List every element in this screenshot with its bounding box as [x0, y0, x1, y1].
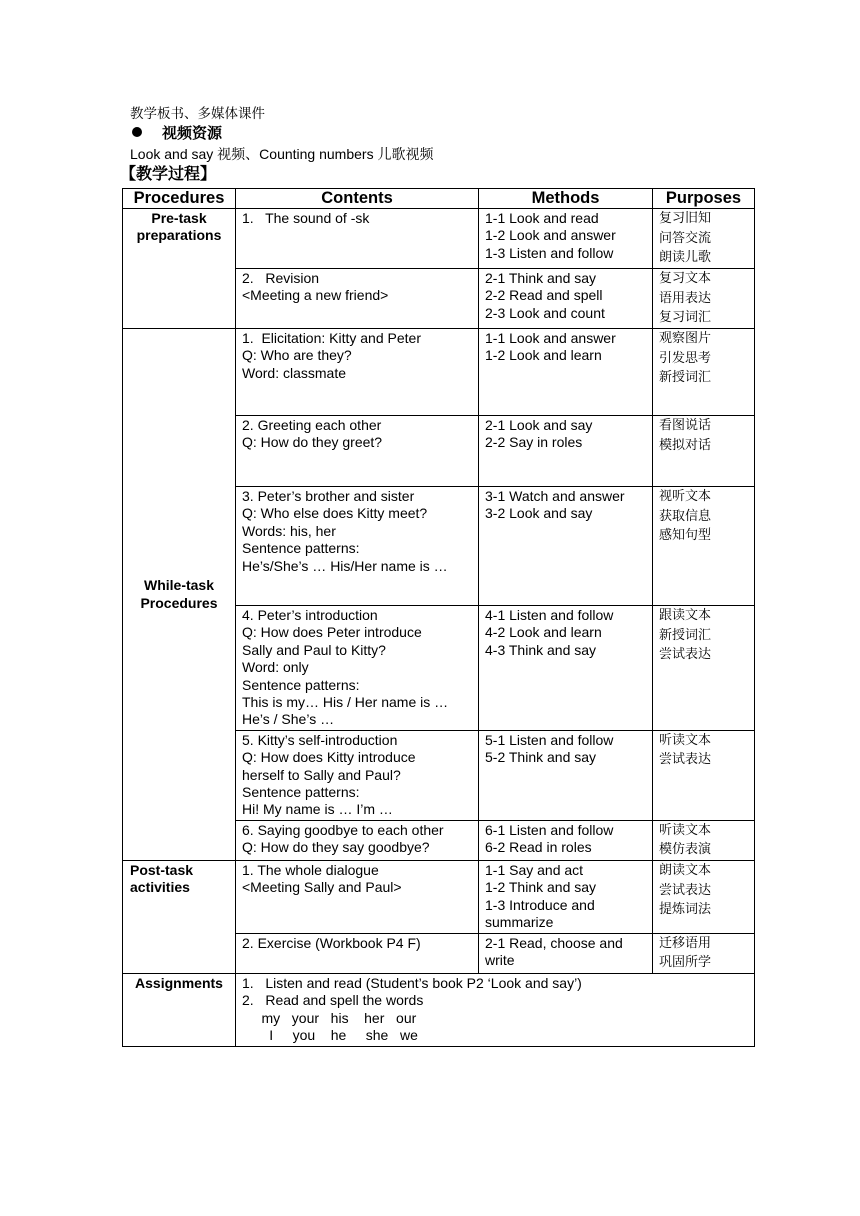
cell-line: 6. Saying goodbye to each other [242, 821, 444, 838]
cell-line: 1-3 Listen and follow [485, 244, 614, 261]
cell-line: 朗读文本 [659, 863, 712, 879]
cell-line: Q: How do they say goodbye? [242, 839, 430, 856]
cell-line: 模仿表演 [659, 842, 712, 858]
cell-line: <Meeting Sally and Paul> [242, 879, 402, 896]
process-title: 【教学过程】 [120, 166, 217, 183]
header-methods: Methods [479, 189, 653, 209]
methods-cell [479, 730, 653, 820]
cell-line: While-task [143, 577, 214, 594]
contents-cell [236, 416, 479, 487]
cell-line: Q: How do they greet? [242, 434, 383, 451]
cell-line: 3-1 Watch and answer [485, 488, 625, 504]
cell-line: 1-2 Look and answer [485, 227, 616, 244]
cell-line: 模拟对话 [659, 437, 712, 453]
cell-line: 尝试表达 [659, 752, 712, 768]
cell-line: I you he she we [242, 1027, 418, 1044]
procedure-post-task [123, 861, 236, 974]
procedure-pre-task [123, 209, 236, 329]
cell-line: Hi! My name is … I’m … [242, 801, 393, 818]
methods-cell [479, 269, 653, 329]
purposes-cell [653, 820, 755, 860]
contents-cell [236, 329, 479, 416]
purposes-cell [653, 487, 755, 606]
table-row [123, 209, 755, 269]
cell-line: 尝试表达 [659, 647, 712, 663]
cell-line: Q: Who else does Kitty meet? [242, 505, 428, 522]
cell-line: 2. Greeting each other [242, 417, 382, 433]
header-purposes: Purposes [653, 189, 755, 209]
contents-cell [236, 269, 479, 329]
contents-cell [236, 209, 479, 269]
cell-line: 3-2 Look and say [485, 505, 593, 522]
header-contents: Contents [236, 189, 479, 209]
cell-line: Words: his, her [242, 522, 336, 539]
cell-line: 巩固所学 [659, 955, 712, 971]
header-procedures: Procedures [123, 189, 236, 209]
cell-line: 新授词汇 [659, 370, 712, 386]
cell-line: 6-2 Read in roles [485, 839, 592, 856]
cell-line: Post-task [130, 862, 194, 879]
cell-line: 1-3 Introduce and [485, 896, 595, 913]
cell-line: 5-2 Think and say [485, 749, 597, 766]
cell-line: 4-1 Listen and follow [485, 607, 614, 623]
bullet-icon [132, 127, 142, 137]
cell-line: 2. Exercise (Workbook P4 F) [242, 934, 421, 951]
cell-line: Word: only [242, 659, 309, 676]
cell-line: This is my… His / Her name is … [242, 694, 449, 711]
methods-cell [479, 416, 653, 487]
cell-line: 观察图片 [659, 331, 712, 346]
cell-line: 问答交流 [659, 230, 712, 246]
cell-line: 1. Listen and read (Student’s book P2 ‘Look and say’) [242, 974, 582, 991]
cell-line: 视听文本 [659, 489, 712, 504]
methods-cell [479, 933, 653, 973]
assignments-cell [236, 973, 755, 1046]
cell-line: 看图说话 [659, 418, 712, 433]
cell-line: 1-2 Think and say [485, 879, 597, 896]
cell-line: 2. Revision [242, 270, 320, 286]
cell-line: 复习旧知 [659, 211, 712, 226]
procedure-while-task [123, 329, 236, 861]
table-row [123, 861, 755, 934]
cell-line: 1-2 Look and learn [485, 347, 602, 364]
cell-line: 1-1 Say and act [485, 862, 584, 879]
teaching-process-table [122, 188, 755, 1047]
cell-line: 获取信息 [659, 508, 712, 524]
purposes-cell [653, 861, 755, 934]
cell-line: Q: How does Peter introduce [242, 624, 422, 641]
intro-section [120, 104, 770, 186]
contents-cell [236, 933, 479, 973]
cell-line: preparations [136, 227, 222, 244]
contents-cell [236, 487, 479, 606]
cell-line: Procedures [140, 594, 218, 611]
purposes-cell [653, 209, 755, 269]
cell-line: 2-2 Read and spell [485, 287, 603, 304]
cell-line: 感知句型 [659, 528, 712, 544]
contents-cell [236, 730, 479, 820]
cell-line: summarize [485, 914, 554, 931]
contents-cell [236, 606, 479, 731]
purposes-cell [653, 730, 755, 820]
cell-line: 朗读儿歌 [659, 250, 712, 266]
table-row [123, 329, 755, 416]
cell-line: Sentence patterns: [242, 676, 360, 693]
cell-line: 提炼词法 [659, 902, 712, 918]
cell-line: Pre-task [151, 210, 207, 226]
cell-line: 引发思考 [659, 350, 712, 366]
materials-line: 教学板书、多媒体课件 [130, 106, 265, 122]
cell-line: He’s/She’s … His/Her name is … [242, 557, 448, 574]
cell-line: write [485, 952, 515, 969]
contents-cell [236, 861, 479, 934]
table-row [123, 973, 755, 1046]
video-list-line: Look and say 视频、Counting numbers 儿歌视频 [130, 146, 434, 162]
cell-line: 2-1 Think and say [485, 270, 597, 286]
cell-line: 2-1 Read, choose and [485, 934, 623, 951]
cell-line: 4-3 Think and say [485, 641, 597, 658]
purposes-cell [653, 606, 755, 731]
cell-line: <Meeting a new friend> [242, 287, 389, 304]
purposes-cell [653, 269, 755, 329]
assignments-label: Assignments [123, 973, 236, 1046]
cell-line: 迁移语用 [659, 935, 712, 951]
purposes-cell [653, 416, 755, 487]
methods-cell [479, 820, 653, 860]
cell-line: 听读文本 [659, 822, 712, 838]
cell-line: 2-1 Look and say [485, 417, 593, 433]
cell-line: Sentence patterns: [242, 784, 360, 801]
cell-line: 3. Peter’s brother and sister [242, 488, 415, 504]
cell-line: Q: How does Kitty introduce [242, 749, 416, 766]
cell-line: 5-1 Listen and follow [485, 731, 614, 748]
cell-line: 新授词汇 [659, 627, 712, 643]
cell-line: 复习文本 [659, 271, 712, 286]
video-resources-heading [130, 124, 770, 144]
cell-line: 2-3 Look and count [485, 304, 605, 321]
methods-cell [479, 861, 653, 934]
cell-line: He’s / She’s … [242, 711, 335, 728]
cell-line: 4. Peter’s introduction [242, 607, 378, 623]
cell-line: 复习词汇 [659, 310, 712, 326]
cell-line: Sentence patterns: [242, 540, 360, 557]
methods-cell [479, 606, 653, 731]
cell-line: Sally and Paul to Kitty? [242, 641, 386, 658]
purposes-cell [653, 329, 755, 416]
cell-line: 跟读文本 [659, 608, 712, 623]
cell-line: 语用表达 [659, 290, 712, 306]
cell-line: activities [130, 879, 190, 896]
methods-cell [479, 329, 653, 416]
cell-line: 1-1 Look and read [485, 210, 599, 226]
purposes-cell [653, 933, 755, 973]
cell-line: 2. Read and spell the words [242, 992, 424, 1009]
cell-line: 听读文本 [659, 732, 712, 748]
cell-line: Word: classmate [242, 364, 346, 381]
methods-cell [479, 487, 653, 606]
cell-line: 1. The whole dialogue [242, 862, 379, 879]
table-header-row [123, 189, 755, 209]
video-resources-label: 视频资源 [162, 125, 223, 142]
cell-line: 1. The sound of -sk [242, 210, 370, 226]
cell-line: 6-1 Listen and follow [485, 821, 614, 838]
methods-cell [479, 209, 653, 269]
contents-cell [236, 820, 479, 860]
cell-line: 5. Kitty’s self-introduction [242, 731, 398, 748]
cell-line: 1. Elicitation: Kitty and Peter [242, 330, 421, 346]
cell-line: 1-1 Look and answer [485, 330, 616, 346]
cell-line: 4-2 Look and learn [485, 624, 602, 641]
cell-line: my your his her our [242, 1009, 417, 1026]
cell-line: 2-2 Say in roles [485, 434, 583, 451]
cell-line: herself to Sally and Paul? [242, 766, 401, 783]
cell-line: Q: Who are they? [242, 347, 352, 364]
cell-line: 尝试表达 [659, 882, 712, 898]
